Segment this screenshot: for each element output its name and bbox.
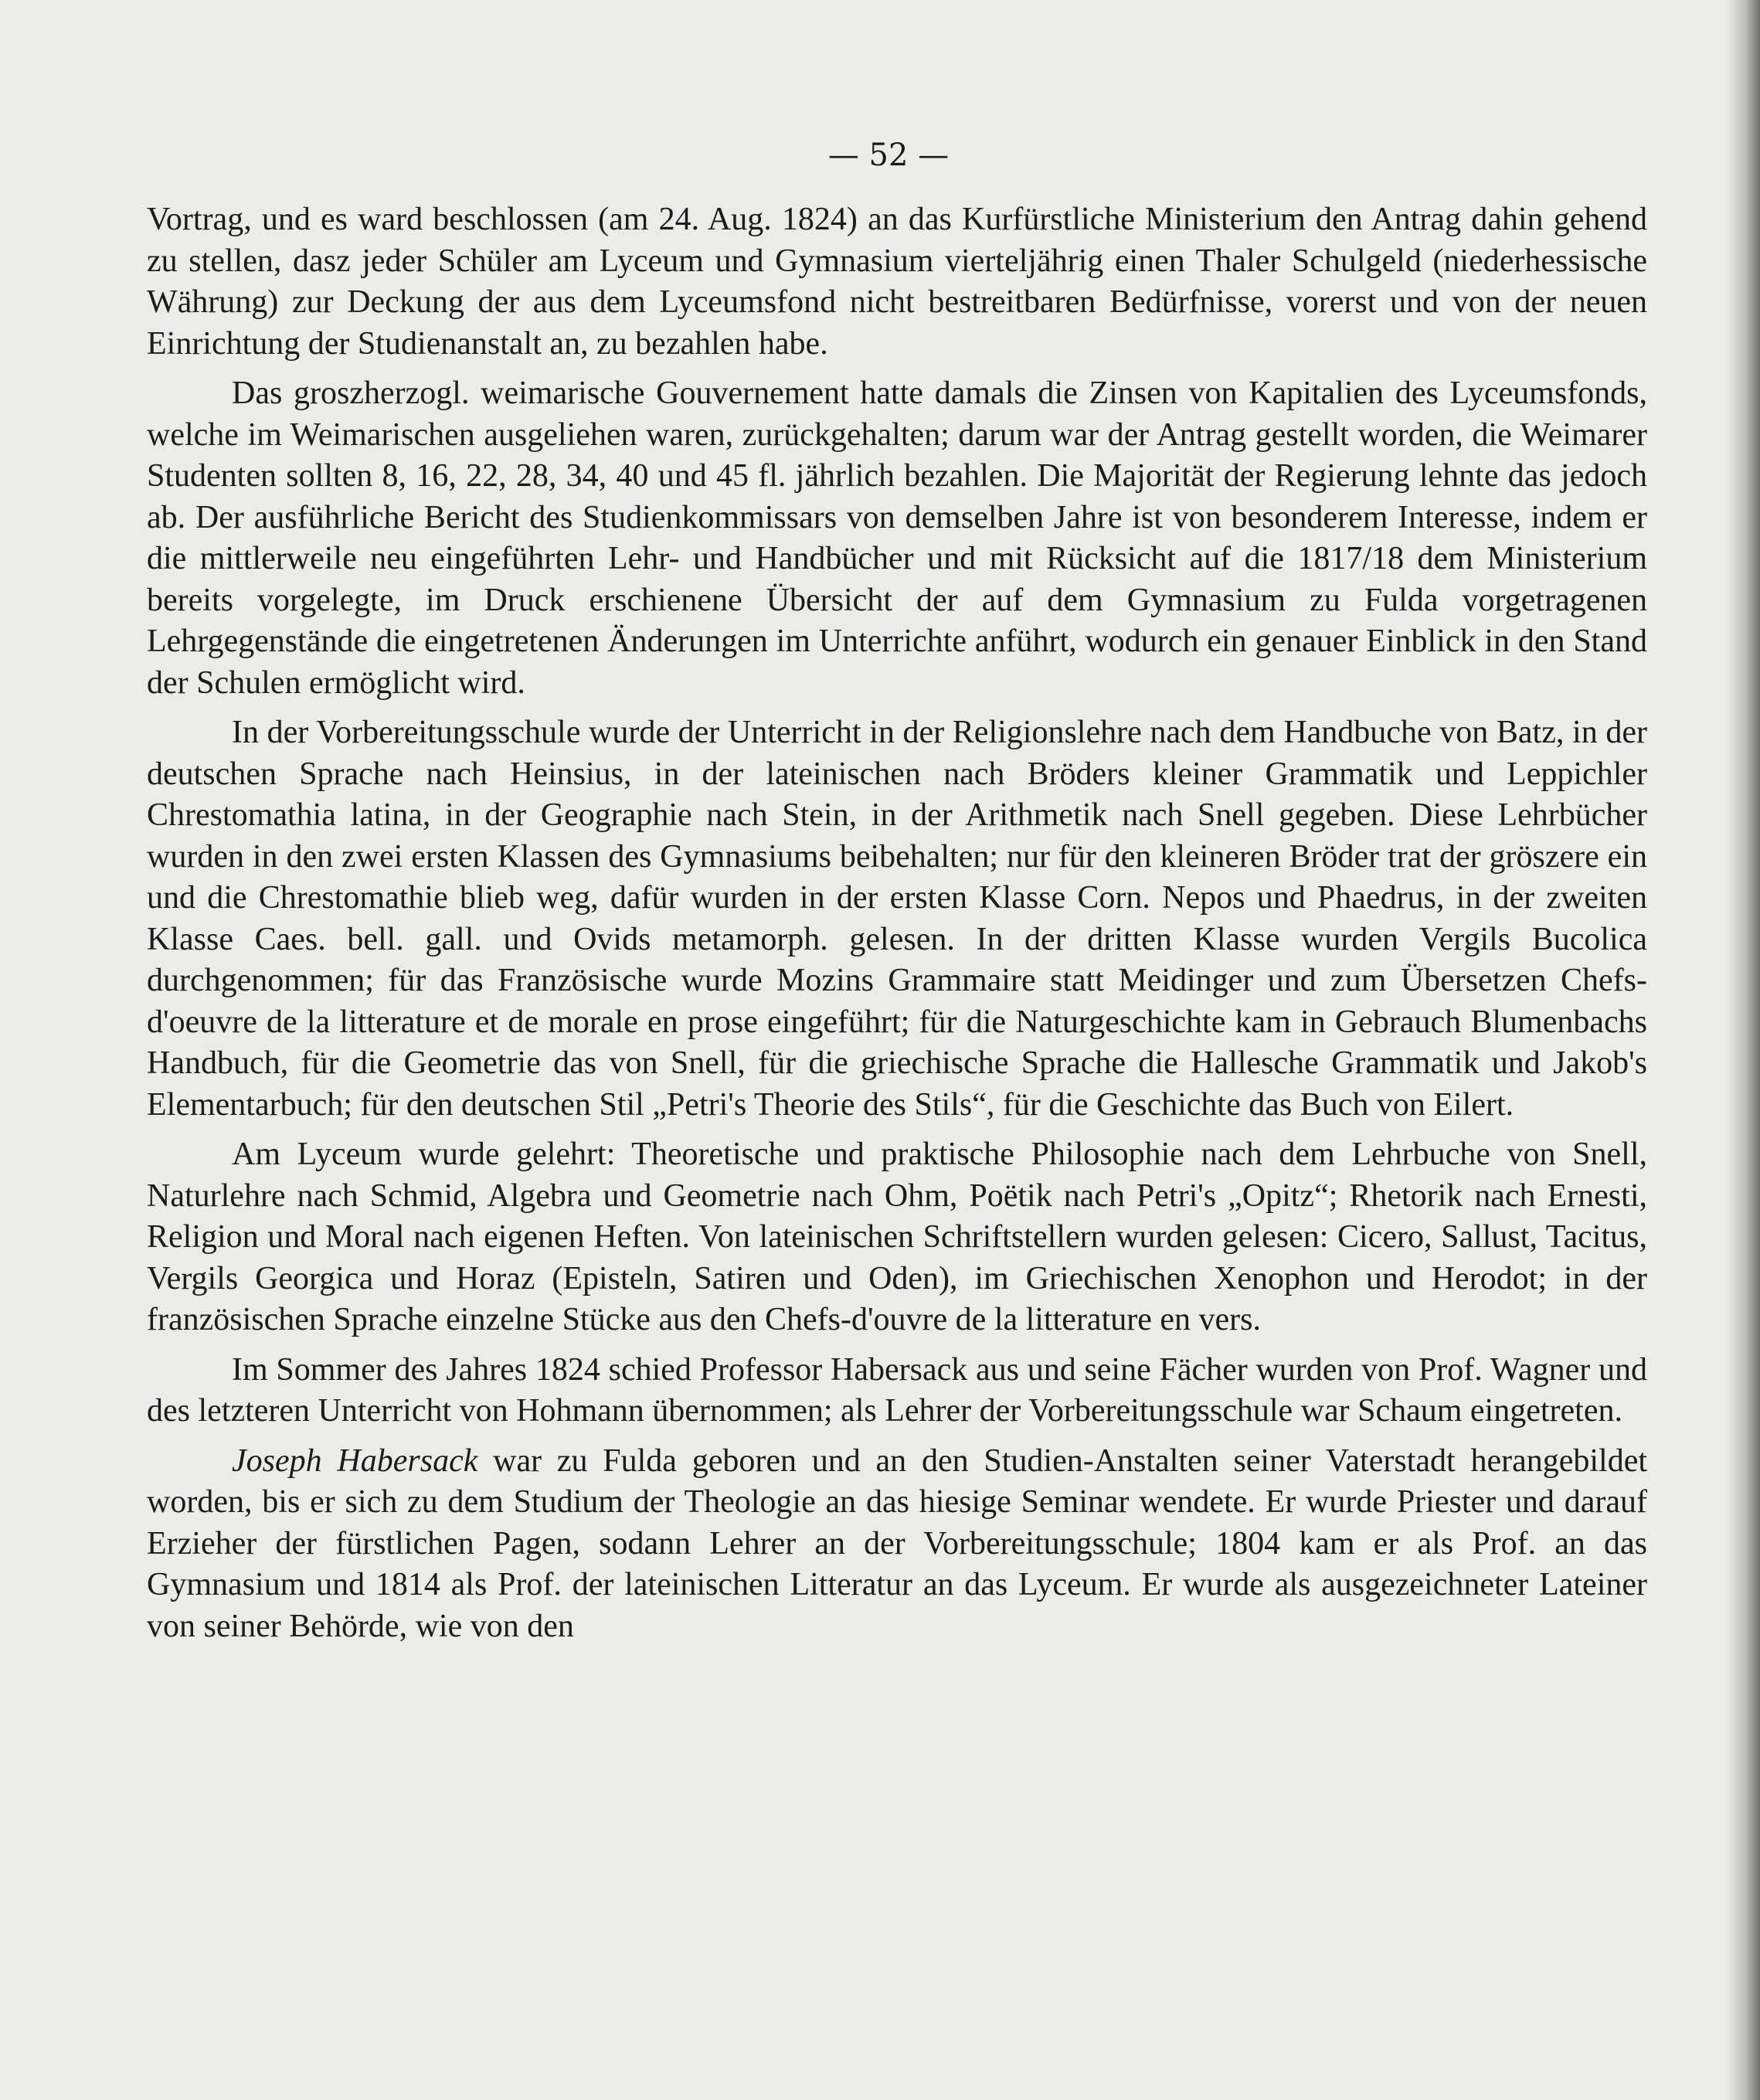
person-name: Joseph Habersack — [232, 1442, 478, 1479]
paragraph: Vortrag, und es ward beschlossen (am 24. Aug. 1824) an das Kurfürstliche Ministerium den Antrag dahin gehend zu stellen, dasz jeder Schüler am Lyceum und Gymnasium vierteljährig einen Thaler Schulgeld (niederhessische Währung) zur Deckung der aus dem Lyceumsfond nicht bestreitbaren Bedürfnisse, vorerst und von der neuen Einrichtung der Studienanstalt an, zu bezahlen habe. — [147, 202, 1647, 362]
page-edge-shadow — [1726, 0, 1760, 2100]
paragraph: Am Lyceum wurde gelehrt: Theoretische und praktische Philosophie nach dem Lehrbuche von Snell, Naturlehre nach Schmid, Algebra und Geometrie nach Ohm, Poëtik nach Petri's „Opitz“; Rhetorik nach Ernesti, Religion und Moral nach eigenen Heften. Von lateinischen Schriftstellern wurden gelesen: Cicero, Sallust, Tacitus, Vergils Georgica und Horaz (Episteln, Satiren und Oden), im Griechischen Xenophon und Herodot; in der französischen Sprache einzelne Stücke aus den Chefs-d'ouvre de la litterature en vers. — [147, 1137, 1647, 1337]
paragraph: Das groszherzogl. weimarische Gouvernement hatte damals die Zinsen von Kapitalien des Lyceumsfonds, welche im Weimarischen ausgeliehen waren, zurückgehalten; darum war der Antrag gestellt worden, die Weimarer Studenten sollten 8, 16, 22, 28, 34, 40 und 45 fl. jährlich bezahlen. Die Majorität der Regierung lehnte das jedoch ab. Der ausführliche Bericht des Studienkommissars von demselben Jahre ist von besonderem Interesse, indem er die mittlerweile neu eingeführten Lehr- und Handbücher und mit Rücksicht auf die 1817/18 dem Ministerium bereits vorgelegte, im Druck erschienene Übersicht der auf dem Gymnasium zu Fulda vorgetragenen Lehrgegenstände die eingetretenen Änderungen im Unterrichte anführt, wodurch ein genauer Einblick in den Stand der Schulen ermöglicht wird. — [147, 375, 1647, 701]
paragraph-biography — [147, 1441, 1647, 1648]
paragraph: In der Vorbereitungsschule wurde der Unterricht in der Religionslehre nach dem Handbuche von Batz, in der deutschen Sprache nach Heinsius, in der lateinischen nach Bröders kleiner Grammatik und Leppichler Chrestomathia latina, in der Geographie nach Stein, in der Arithmetik nach Snell gegeben. Diese Lehrbücher wurden in den zwei ersten Klassen des Gymnasiums beibehalten; nur für den kleineren Bröder trat der gröszere ein und die Chrestomathie blieb weg, dafür wurden in der ersten Klasse Corn. Nepos und Phaedrus, in der zweiten Klasse Caes. bell. gall. und Ovids metamorph. gelesen. In der dritten Klasse wurden Vergils Bucolica durchgenommen; für das Französische wurde Mozins Grammaire statt Meidinger und zum Übersetzen Chefs-d'oeuvre de la litterature et de morale en prose eingeführt; für die Naturgeschichte kam in Gebrauch Blumenbachs Handbuch, für die Geometrie das von Snell, für die griechische Sprache die Hallesche Grammatik und Jakob's Elementarbuch; für den deutschen Stil „Petri's Theorie des Stils“, für die Geschichte das Buch von Eilert. — [147, 715, 1647, 1123]
paragraph-text: war zu Fulda geboren und an den Studien-Anstalten seiner Vaterstadt herangebildet worden, bis er sich zu dem Studium der Theologie an das hiesige Seminar wendete. Er wurde Priester und darauf Erzieher der fürstlichen Pagen, sodann Lehrer an der Vorbereitungsschule; 1804 kam er als Prof. an das Gymnasium und 1814 als Prof. der lateinischen Litteratur an das Lyceum. Er wurde als ausgezeichneter Lateiner von seiner Behörde, wie von den — [147, 1442, 1648, 1644]
page-number: — 52 — — [827, 138, 950, 173]
paragraph: Im Sommer des Jahres 1824 schied Professor Habersack aus und seine Fächer wurden von Prof. Wagner und des letzteren Unterricht von Hohmann übernommen; als Lehrer der Vorbereitungsschule war Schaum eingetreten. — [147, 1351, 1647, 1429]
body-text — [147, 199, 1647, 1656]
